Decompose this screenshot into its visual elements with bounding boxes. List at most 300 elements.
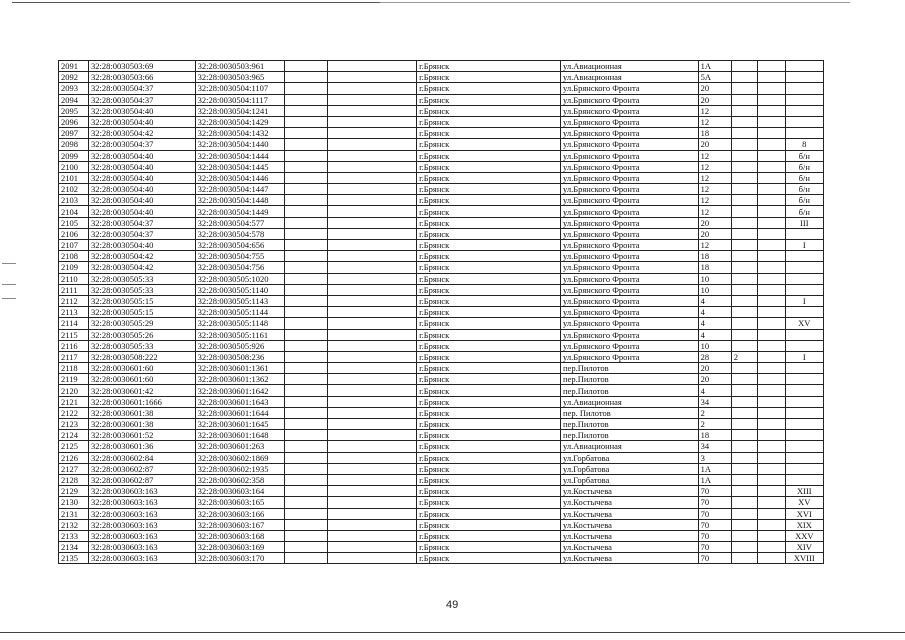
block-cadastral-number-cell: 32:28:0030503:69 (89, 61, 196, 72)
city-cell: г.Брянск (417, 150, 561, 161)
street-cell: ул.Брянского Фронта (561, 273, 699, 284)
empty-cell (284, 139, 327, 150)
empty-cell (328, 407, 417, 418)
empty-cell (757, 542, 785, 553)
empty-cell (284, 374, 327, 385)
table-row (59, 94, 824, 105)
building-cell (731, 240, 757, 251)
empty-cell (328, 251, 417, 262)
row-number-cell: 2119 (59, 374, 89, 385)
city-cell: г.Брянск (417, 508, 561, 519)
building-cell (731, 396, 757, 407)
house-number-cell: 4 (698, 318, 731, 329)
empty-cell (757, 519, 785, 530)
empty-cell (757, 61, 785, 72)
empty-cell (284, 419, 327, 430)
city-cell: г.Брянск (417, 385, 561, 396)
block-cadastral-number-cell: 32:28:0030603:163 (89, 486, 196, 497)
block-cadastral-number-cell: 32:28:0030504:37 (89, 217, 196, 228)
house-number-cell: 70 (698, 497, 731, 508)
street-cell: ул.Брянского Фронта (561, 139, 699, 150)
empty-cell (284, 307, 327, 318)
table-row (59, 441, 824, 452)
room-number-cell (785, 61, 823, 72)
room-number-cell: XVIII (785, 553, 823, 564)
empty-cell (284, 340, 327, 351)
object-cadastral-number-cell: 32:28:0030505:1161 (195, 329, 284, 340)
empty-cell (284, 463, 327, 474)
empty-cell (757, 508, 785, 519)
city-cell: г.Брянск (417, 251, 561, 262)
table-row (59, 508, 824, 519)
room-number-cell: XV (785, 318, 823, 329)
building-cell (731, 83, 757, 94)
city-cell: г.Брянск (417, 374, 561, 385)
room-number-cell (785, 441, 823, 452)
block-cadastral-number-cell: 32:28:0030601:52 (89, 430, 196, 441)
table-row (59, 542, 824, 553)
empty-cell (328, 430, 417, 441)
table-row (59, 284, 824, 295)
building-cell (731, 116, 757, 127)
empty-cell (328, 351, 417, 362)
empty-cell (757, 486, 785, 497)
city-cell: г.Брянск (417, 217, 561, 228)
table-row (59, 307, 824, 318)
empty-cell (284, 295, 327, 306)
empty-cell (284, 519, 327, 530)
house-number-cell: 70 (698, 508, 731, 519)
street-cell: ул.Костычева (561, 519, 699, 530)
room-number-cell (785, 105, 823, 116)
house-number-cell: 70 (698, 542, 731, 553)
empty-cell (757, 94, 785, 105)
building-cell (731, 284, 757, 295)
table-row (59, 251, 824, 262)
house-number-cell: 20 (698, 83, 731, 94)
building-cell (731, 128, 757, 139)
empty-cell (757, 150, 785, 161)
empty-cell (284, 150, 327, 161)
building-cell (731, 374, 757, 385)
building-cell (731, 474, 757, 485)
empty-cell (284, 497, 327, 508)
city-cell: г.Брянск (417, 105, 561, 116)
house-number-cell: 70 (698, 519, 731, 530)
row-number-cell: 2133 (59, 530, 89, 541)
block-cadastral-number-cell: 32:28:0030504:37 (89, 228, 196, 239)
city-cell: г.Брянск (417, 307, 561, 318)
city-cell: г.Брянск (417, 497, 561, 508)
empty-cell (328, 329, 417, 340)
room-number-cell: XXV (785, 530, 823, 541)
building-cell (731, 542, 757, 553)
street-cell: пер.Пилотов (561, 419, 699, 430)
empty-cell (284, 240, 327, 251)
street-cell: ул.Брянского Фронта (561, 262, 699, 273)
room-number-cell (785, 94, 823, 105)
block-cadastral-number-cell: 32:28:0030504:40 (89, 195, 196, 206)
building-cell (731, 407, 757, 418)
room-number-cell (785, 251, 823, 262)
empty-cell (757, 497, 785, 508)
object-cadastral-number-cell: 32:28:0030504:1432 (195, 128, 284, 139)
street-cell: ул.Брянского Фронта (561, 329, 699, 340)
empty-cell (284, 284, 327, 295)
house-number-cell: 1А (698, 474, 731, 485)
row-number-cell: 2094 (59, 94, 89, 105)
block-cadastral-number-cell: 32:28:0030603:163 (89, 508, 196, 519)
room-number-cell (785, 463, 823, 474)
building-cell (731, 172, 757, 183)
empty-cell (284, 430, 327, 441)
margin-mark (2, 284, 16, 285)
row-number-cell: 2126 (59, 452, 89, 463)
empty-cell (328, 318, 417, 329)
block-cadastral-number-cell: 32:28:0030505:15 (89, 307, 196, 318)
room-number-cell (785, 262, 823, 273)
house-number-cell: 5А (698, 72, 731, 83)
table-row (59, 195, 824, 206)
room-number-cell: б/н (785, 195, 823, 206)
room-number-cell: I (785, 240, 823, 251)
house-number-cell: 34 (698, 441, 731, 452)
object-cadastral-number-cell: 32:28:0030504:577 (195, 217, 284, 228)
room-number-cell (785, 340, 823, 351)
top-rule-faint (380, 2, 850, 3)
row-number-cell: 2096 (59, 116, 89, 127)
house-number-cell: 4 (698, 385, 731, 396)
block-cadastral-number-cell: 32:28:0030601:38 (89, 419, 196, 430)
empty-cell (284, 474, 327, 485)
row-number-cell: 2114 (59, 318, 89, 329)
table-row (59, 407, 824, 418)
row-number-cell: 2135 (59, 553, 89, 564)
block-cadastral-number-cell: 32:28:0030508:222 (89, 351, 196, 362)
city-cell: г.Брянск (417, 486, 561, 497)
empty-cell (757, 318, 785, 329)
street-cell: ул.Костычева (561, 530, 699, 541)
city-cell: г.Брянск (417, 329, 561, 340)
block-cadastral-number-cell: 32:28:0030603:163 (89, 519, 196, 530)
house-number-cell: 10 (698, 340, 731, 351)
room-number-cell (785, 128, 823, 139)
building-cell (731, 385, 757, 396)
building-cell (731, 184, 757, 195)
table-row (59, 61, 824, 72)
house-number-cell: 18 (698, 262, 731, 273)
table-row (59, 206, 824, 217)
city-cell: г.Брянск (417, 61, 561, 72)
empty-cell (284, 161, 327, 172)
empty-cell (328, 474, 417, 485)
house-number-cell: 18 (698, 251, 731, 262)
building-cell (731, 530, 757, 541)
table-row (59, 553, 824, 564)
table-row (59, 530, 824, 541)
empty-cell (284, 61, 327, 72)
empty-cell (284, 228, 327, 239)
row-number-cell: 2106 (59, 228, 89, 239)
row-number-cell: 2116 (59, 340, 89, 351)
empty-cell (328, 307, 417, 318)
house-number-cell: 12 (698, 161, 731, 172)
house-number-cell: 10 (698, 273, 731, 284)
room-number-cell (785, 407, 823, 418)
row-number-cell: 2108 (59, 251, 89, 262)
object-cadastral-number-cell: 32:28:0030603:169 (195, 542, 284, 553)
empty-cell (328, 195, 417, 206)
row-number-cell: 2099 (59, 150, 89, 161)
room-number-cell: XIV (785, 542, 823, 553)
room-number-cell (785, 273, 823, 284)
table-row (59, 374, 824, 385)
city-cell: г.Брянск (417, 474, 561, 485)
empty-cell (284, 217, 327, 228)
row-number-cell: 2131 (59, 508, 89, 519)
empty-cell (328, 139, 417, 150)
building-cell (731, 72, 757, 83)
street-cell: ул.Брянского Фронта (561, 128, 699, 139)
row-number-cell: 2117 (59, 351, 89, 362)
house-number-cell: 2 (698, 419, 731, 430)
empty-cell (328, 340, 417, 351)
street-cell: ул.Брянского Фронта (561, 184, 699, 195)
top-rule (12, 2, 392, 3)
empty-cell (757, 474, 785, 485)
table-row (59, 217, 824, 228)
building-cell (731, 329, 757, 340)
table-row (59, 351, 824, 362)
object-cadastral-number-cell: 32:28:0030601:1361 (195, 363, 284, 374)
street-cell: ул.Авиационная (561, 61, 699, 72)
object-cadastral-number-cell: 32:28:0030504:755 (195, 251, 284, 262)
house-number-cell: 20 (698, 94, 731, 105)
room-number-cell (785, 83, 823, 94)
object-cadastral-number-cell: 32:28:0030504:1449 (195, 206, 284, 217)
room-number-cell: б/н (785, 161, 823, 172)
object-cadastral-number-cell: 32:28:0030503:961 (195, 61, 284, 72)
house-number-cell: 12 (698, 184, 731, 195)
object-cadastral-number-cell: 32:28:0030602:1935 (195, 463, 284, 474)
house-number-cell: 10 (698, 284, 731, 295)
empty-cell (284, 273, 327, 284)
object-cadastral-number-cell: 32:28:0030601:1643 (195, 396, 284, 407)
room-number-cell (785, 116, 823, 127)
street-cell: ул.Брянского Фронта (561, 284, 699, 295)
block-cadastral-number-cell: 32:28:0030601:1666 (89, 396, 196, 407)
empty-cell (757, 340, 785, 351)
object-cadastral-number-cell: 32:28:0030504:1444 (195, 150, 284, 161)
house-number-cell: 12 (698, 240, 731, 251)
table-row (59, 396, 824, 407)
house-number-cell: 12 (698, 105, 731, 116)
block-cadastral-number-cell: 32:28:0030504:37 (89, 83, 196, 94)
city-cell: г.Брянск (417, 83, 561, 94)
room-number-cell (785, 72, 823, 83)
block-cadastral-number-cell: 32:28:0030603:163 (89, 497, 196, 508)
registry-body (59, 61, 824, 564)
table-row (59, 161, 824, 172)
block-cadastral-number-cell: 32:28:0030504:40 (89, 184, 196, 195)
street-cell: ул.Авиационная (561, 441, 699, 452)
street-cell: ул.Брянского Фронта (561, 83, 699, 94)
building-cell (731, 497, 757, 508)
empty-cell (757, 206, 785, 217)
table-row (59, 139, 824, 150)
row-number-cell: 2107 (59, 240, 89, 251)
empty-cell (284, 83, 327, 94)
row-number-cell: 2104 (59, 206, 89, 217)
street-cell: пер. Пилотов (561, 407, 699, 418)
table-row (59, 262, 824, 273)
house-number-cell: 20 (698, 363, 731, 374)
object-cadastral-number-cell: 32:28:0030603:170 (195, 553, 284, 564)
street-cell: ул.Брянского Фронта (561, 251, 699, 262)
house-number-cell: 4 (698, 295, 731, 306)
block-cadastral-number-cell: 32:28:0030505:29 (89, 318, 196, 329)
block-cadastral-number-cell: 32:28:0030602:87 (89, 474, 196, 485)
row-number-cell: 2093 (59, 83, 89, 94)
empty-cell (757, 407, 785, 418)
object-cadastral-number-cell: 32:28:0030504:1448 (195, 195, 284, 206)
building-cell (731, 94, 757, 105)
row-number-cell: 2115 (59, 329, 89, 340)
city-cell: г.Брянск (417, 419, 561, 430)
empty-cell (328, 486, 417, 497)
empty-cell (757, 83, 785, 94)
block-cadastral-number-cell: 32:28:0030601:60 (89, 374, 196, 385)
table-row (59, 419, 824, 430)
street-cell: ул.Горбатова (561, 474, 699, 485)
object-cadastral-number-cell: 32:28:0030602:358 (195, 474, 284, 485)
empty-cell (328, 273, 417, 284)
row-number-cell: 2128 (59, 474, 89, 485)
street-cell: ул.Брянского Фронта (561, 172, 699, 183)
row-number-cell: 2118 (59, 363, 89, 374)
row-number-cell: 2113 (59, 307, 89, 318)
street-cell: ул.Брянского Фронта (561, 318, 699, 329)
empty-cell (757, 195, 785, 206)
empty-cell (757, 295, 785, 306)
house-number-cell: 2 (698, 407, 731, 418)
building-cell (731, 441, 757, 452)
empty-cell (328, 161, 417, 172)
city-cell: г.Брянск (417, 363, 561, 374)
street-cell: ул.Брянского Фронта (561, 228, 699, 239)
building-cell (731, 217, 757, 228)
empty-cell (328, 396, 417, 407)
city-cell: г.Брянск (417, 542, 561, 553)
room-number-cell: III (785, 217, 823, 228)
room-number-cell (785, 307, 823, 318)
empty-cell (328, 83, 417, 94)
street-cell: ул.Костычева (561, 497, 699, 508)
room-number-cell: XIX (785, 519, 823, 530)
street-cell: ул.Костычева (561, 508, 699, 519)
building-cell (731, 363, 757, 374)
table-row (59, 452, 824, 463)
city-cell: г.Брянск (417, 206, 561, 217)
bottom-rule (0, 632, 905, 633)
empty-cell (328, 374, 417, 385)
house-number-cell: 70 (698, 530, 731, 541)
block-cadastral-number-cell: 32:28:0030505:33 (89, 273, 196, 284)
empty-cell (757, 240, 785, 251)
property-registry-table (58, 60, 824, 564)
city-cell: г.Брянск (417, 452, 561, 463)
block-cadastral-number-cell: 32:28:0030504:42 (89, 262, 196, 273)
block-cadastral-number-cell: 32:28:0030505:33 (89, 340, 196, 351)
empty-cell (328, 497, 417, 508)
object-cadastral-number-cell: 32:28:0030601:1362 (195, 374, 284, 385)
page-number: 49 (446, 599, 459, 611)
object-cadastral-number-cell: 32:28:0030504:1440 (195, 139, 284, 150)
house-number-cell: 12 (698, 195, 731, 206)
row-number-cell: 2134 (59, 542, 89, 553)
table-row (59, 228, 824, 239)
empty-cell (284, 206, 327, 217)
room-number-cell (785, 474, 823, 485)
object-cadastral-number-cell: 32:28:0030601:1642 (195, 385, 284, 396)
building-cell (731, 430, 757, 441)
room-number-cell: б/н (785, 150, 823, 161)
table-row (59, 385, 824, 396)
room-number-cell (785, 396, 823, 407)
empty-cell (328, 530, 417, 541)
city-cell: г.Брянск (417, 172, 561, 183)
room-number-cell: XV (785, 497, 823, 508)
row-number-cell: 2092 (59, 72, 89, 83)
block-cadastral-number-cell: 32:28:0030504:40 (89, 240, 196, 251)
empty-cell (757, 273, 785, 284)
street-cell: ул.Горбатова (561, 452, 699, 463)
city-cell: г.Брянск (417, 463, 561, 474)
object-cadastral-number-cell: 32:28:0030603:165 (195, 497, 284, 508)
empty-cell (757, 128, 785, 139)
building-cell (731, 195, 757, 206)
city-cell: г.Брянск (417, 430, 561, 441)
empty-cell (284, 251, 327, 262)
house-number-cell: 12 (698, 150, 731, 161)
building-cell (731, 307, 757, 318)
row-number-cell: 2100 (59, 161, 89, 172)
block-cadastral-number-cell: 32:28:0030601:60 (89, 363, 196, 374)
object-cadastral-number-cell: 32:28:0030601:1644 (195, 407, 284, 418)
street-cell: пер.Пилотов (561, 430, 699, 441)
object-cadastral-number-cell: 32:28:0030504:1241 (195, 105, 284, 116)
block-cadastral-number-cell: 32:28:0030503:66 (89, 72, 196, 83)
object-cadastral-number-cell: 32:28:0030504:578 (195, 228, 284, 239)
table-row (59, 463, 824, 474)
city-cell: г.Брянск (417, 139, 561, 150)
room-number-cell (785, 329, 823, 340)
empty-cell (757, 284, 785, 295)
empty-cell (328, 228, 417, 239)
row-number-cell: 2121 (59, 396, 89, 407)
empty-cell (757, 262, 785, 273)
house-number-cell: 4 (698, 307, 731, 318)
block-cadastral-number-cell: 32:28:0030504:40 (89, 206, 196, 217)
object-cadastral-number-cell: 32:28:0030601:1645 (195, 419, 284, 430)
house-number-cell: 20 (698, 139, 731, 150)
row-number-cell: 2111 (59, 284, 89, 295)
empty-cell (757, 452, 785, 463)
block-cadastral-number-cell: 32:28:0030504:40 (89, 161, 196, 172)
house-number-cell: 20 (698, 228, 731, 239)
block-cadastral-number-cell: 32:28:0030603:163 (89, 530, 196, 541)
row-number-cell: 2130 (59, 497, 89, 508)
